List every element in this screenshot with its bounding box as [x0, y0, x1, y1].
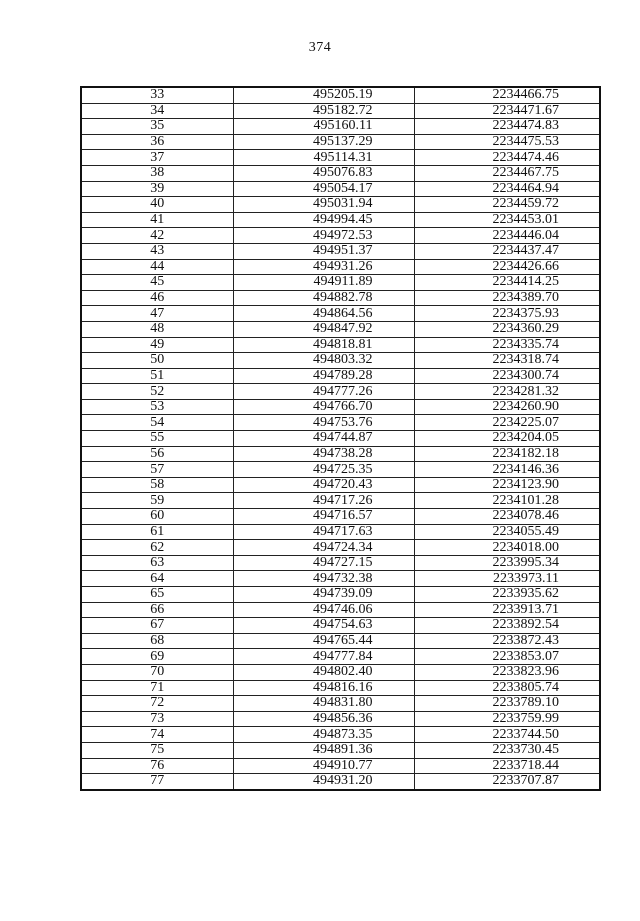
point-number-cell: 67: [81, 618, 233, 634]
point-number-cell: 59: [81, 493, 233, 509]
point-number-cell: 65: [81, 587, 233, 603]
table-row: [81, 727, 600, 743]
point-number-cell: 42: [81, 228, 233, 244]
y-coordinate-cell: 2234318.74: [414, 353, 600, 369]
point-number-cell: 44: [81, 259, 233, 275]
table-row: [81, 602, 600, 618]
table-row: [81, 399, 600, 415]
x-coordinate-cell: 494972.53: [233, 228, 414, 244]
x-coordinate-cell: 494856.36: [233, 711, 414, 727]
x-coordinate-cell: 494789.28: [233, 368, 414, 384]
y-coordinate-cell: 2234360.29: [414, 321, 600, 337]
y-coordinate-cell: 2234389.70: [414, 290, 600, 306]
y-coordinate-cell: 2234300.74: [414, 368, 600, 384]
x-coordinate-cell: 494802.40: [233, 664, 414, 680]
x-coordinate-cell: 494738.28: [233, 446, 414, 462]
point-number-cell: 47: [81, 306, 233, 322]
x-coordinate-cell: 494725.35: [233, 462, 414, 478]
point-number-cell: 45: [81, 275, 233, 291]
x-coordinate-cell: 495031.94: [233, 197, 414, 213]
x-coordinate-cell: 494911.89: [233, 275, 414, 291]
coordinates-table-body: [81, 87, 600, 790]
point-number-cell: 54: [81, 415, 233, 431]
table-row: [81, 165, 600, 181]
point-number-cell: 34: [81, 103, 233, 119]
point-number-cell: 41: [81, 212, 233, 228]
point-number-cell: 55: [81, 431, 233, 447]
x-coordinate-cell: 494951.37: [233, 243, 414, 259]
table-row: [81, 633, 600, 649]
point-number-cell: 66: [81, 602, 233, 618]
y-coordinate-cell: 2234474.46: [414, 150, 600, 166]
y-coordinate-cell: 2234446.04: [414, 228, 600, 244]
y-coordinate-cell: 2234204.05: [414, 431, 600, 447]
x-coordinate-cell: 494717.26: [233, 493, 414, 509]
x-coordinate-cell: 495137.29: [233, 134, 414, 150]
point-number-cell: 76: [81, 758, 233, 774]
y-coordinate-cell: 2234335.74: [414, 337, 600, 353]
x-coordinate-cell: 495114.31: [233, 150, 414, 166]
x-coordinate-cell: 494931.26: [233, 259, 414, 275]
table-row: [81, 353, 600, 369]
y-coordinate-cell: 2233718.44: [414, 758, 600, 774]
point-number-cell: 35: [81, 119, 233, 135]
x-coordinate-cell: 494744.87: [233, 431, 414, 447]
point-number-cell: 61: [81, 524, 233, 540]
point-number-cell: 48: [81, 321, 233, 337]
x-coordinate-cell: 495205.19: [233, 87, 414, 103]
y-coordinate-cell: 2234281.32: [414, 384, 600, 400]
x-coordinate-cell: 495054.17: [233, 181, 414, 197]
point-number-cell: 38: [81, 165, 233, 181]
y-coordinate-cell: 2233913.71: [414, 602, 600, 618]
table-row: [81, 181, 600, 197]
table-row: [81, 290, 600, 306]
table-row: [81, 337, 600, 353]
table-row: [81, 477, 600, 493]
table-row: [81, 134, 600, 150]
x-coordinate-cell: 494891.36: [233, 742, 414, 758]
table-row: [81, 618, 600, 634]
table-row: [81, 431, 600, 447]
y-coordinate-cell: 2234123.90: [414, 477, 600, 493]
point-number-cell: 40: [81, 197, 233, 213]
y-coordinate-cell: 2233789.10: [414, 696, 600, 712]
table-row: [81, 680, 600, 696]
table-row: [81, 509, 600, 525]
table-row: [81, 150, 600, 166]
y-coordinate-cell: 2234467.75: [414, 165, 600, 181]
x-coordinate-cell: 494994.45: [233, 212, 414, 228]
point-number-cell: 57: [81, 462, 233, 478]
x-coordinate-cell: 495182.72: [233, 103, 414, 119]
y-coordinate-cell: 2233805.74: [414, 680, 600, 696]
table-row: [81, 197, 600, 213]
y-coordinate-cell: 2234260.90: [414, 399, 600, 415]
table-row: [81, 571, 600, 587]
table-row: [81, 87, 600, 103]
x-coordinate-cell: 494716.57: [233, 509, 414, 525]
point-number-cell: 51: [81, 368, 233, 384]
point-number-cell: 62: [81, 540, 233, 556]
point-number-cell: 39: [81, 181, 233, 197]
table-row: [81, 462, 600, 478]
table-row: [81, 212, 600, 228]
x-coordinate-cell: 494727.15: [233, 555, 414, 571]
y-coordinate-cell: 2234437.47: [414, 243, 600, 259]
point-number-cell: 36: [81, 134, 233, 150]
x-coordinate-cell: 494739.09: [233, 587, 414, 603]
y-coordinate-cell: 2234225.07: [414, 415, 600, 431]
table-row: [81, 524, 600, 540]
y-coordinate-cell: 2233935.62: [414, 587, 600, 603]
x-coordinate-cell: 494864.56: [233, 306, 414, 322]
x-coordinate-cell: 494847.92: [233, 321, 414, 337]
table-row: [81, 228, 600, 244]
y-coordinate-cell: 2234182.18: [414, 446, 600, 462]
point-number-cell: 77: [81, 774, 233, 790]
y-coordinate-cell: 2233707.87: [414, 774, 600, 790]
table-row: [81, 758, 600, 774]
x-coordinate-cell: 494732.38: [233, 571, 414, 587]
point-number-cell: 33: [81, 87, 233, 103]
table-row: [81, 415, 600, 431]
table-row: [81, 119, 600, 135]
point-number-cell: 56: [81, 446, 233, 462]
y-coordinate-cell: 2233995.34: [414, 555, 600, 571]
table-row: [81, 275, 600, 291]
point-number-cell: 43: [81, 243, 233, 259]
page-number: 374: [308, 40, 332, 55]
x-coordinate-cell: 494777.84: [233, 649, 414, 665]
x-coordinate-cell: 494754.63: [233, 618, 414, 634]
x-coordinate-cell: 494803.32: [233, 353, 414, 369]
table-row: [81, 664, 600, 680]
x-coordinate-cell: 494753.76: [233, 415, 414, 431]
y-coordinate-cell: 2234375.93: [414, 306, 600, 322]
y-coordinate-cell: 2233823.96: [414, 664, 600, 680]
y-coordinate-cell: 2233853.07: [414, 649, 600, 665]
point-number-cell: 63: [81, 555, 233, 571]
table-row: [81, 446, 600, 462]
point-number-cell: 75: [81, 742, 233, 758]
y-coordinate-cell: 2233744.50: [414, 727, 600, 743]
x-coordinate-cell: 494831.80: [233, 696, 414, 712]
table-row: [81, 696, 600, 712]
table-row: [81, 711, 600, 727]
table-row: [81, 368, 600, 384]
table-row: [81, 774, 600, 790]
x-coordinate-cell: 494873.35: [233, 727, 414, 743]
point-number-cell: 52: [81, 384, 233, 400]
y-coordinate-cell: 2234018.00: [414, 540, 600, 556]
x-coordinate-cell: 494746.06: [233, 602, 414, 618]
point-number-cell: 58: [81, 477, 233, 493]
x-coordinate-cell: 494765.44: [233, 633, 414, 649]
point-number-cell: 49: [81, 337, 233, 353]
x-coordinate-cell: 494816.16: [233, 680, 414, 696]
point-number-cell: 68: [81, 633, 233, 649]
table-row: [81, 649, 600, 665]
y-coordinate-cell: 2234078.46: [414, 509, 600, 525]
x-coordinate-cell: 494724.34: [233, 540, 414, 556]
x-coordinate-cell: 494931.20: [233, 774, 414, 790]
y-coordinate-cell: 2234453.01: [414, 212, 600, 228]
point-number-cell: 73: [81, 711, 233, 727]
y-coordinate-cell: 2234414.25: [414, 275, 600, 291]
y-coordinate-cell: 2233892.54: [414, 618, 600, 634]
x-coordinate-cell: 495076.83: [233, 165, 414, 181]
point-number-cell: 69: [81, 649, 233, 665]
table-row: [81, 493, 600, 509]
table-row: [81, 555, 600, 571]
x-coordinate-cell: 494777.26: [233, 384, 414, 400]
x-coordinate-cell: 494882.78: [233, 290, 414, 306]
y-coordinate-cell: 2234464.94: [414, 181, 600, 197]
y-coordinate-cell: 2234146.36: [414, 462, 600, 478]
y-coordinate-cell: 2234471.67: [414, 103, 600, 119]
y-coordinate-cell: 2233872.43: [414, 633, 600, 649]
table-row: [81, 306, 600, 322]
y-coordinate-cell: 2234466.75: [414, 87, 600, 103]
table-row: [81, 321, 600, 337]
x-coordinate-cell: 494766.70: [233, 399, 414, 415]
table-row: [81, 259, 600, 275]
y-coordinate-cell: 2233759.99: [414, 711, 600, 727]
y-coordinate-cell: 2234055.49: [414, 524, 600, 540]
x-coordinate-cell: 494720.43: [233, 477, 414, 493]
point-number-cell: 46: [81, 290, 233, 306]
table-row: [81, 540, 600, 556]
y-coordinate-cell: 2234101.28: [414, 493, 600, 509]
y-coordinate-cell: 2234474.83: [414, 119, 600, 135]
y-coordinate-cell: 2233730.45: [414, 742, 600, 758]
y-coordinate-cell: 2234459.72: [414, 197, 600, 213]
y-coordinate-cell: 2234426.66: [414, 259, 600, 275]
point-number-cell: 72: [81, 696, 233, 712]
point-number-cell: 64: [81, 571, 233, 587]
table-row: [81, 587, 600, 603]
y-coordinate-cell: 2233973.11: [414, 571, 600, 587]
point-number-cell: 70: [81, 664, 233, 680]
point-number-cell: 60: [81, 509, 233, 525]
table-row: [81, 243, 600, 259]
point-number-cell: 53: [81, 399, 233, 415]
table-row: [81, 384, 600, 400]
x-coordinate-cell: 494818.81: [233, 337, 414, 353]
point-number-cell: 71: [81, 680, 233, 696]
x-coordinate-cell: 494717.63: [233, 524, 414, 540]
coordinates-table: [80, 86, 601, 791]
y-coordinate-cell: 2234475.53: [414, 134, 600, 150]
point-number-cell: 50: [81, 353, 233, 369]
x-coordinate-cell: 494910.77: [233, 758, 414, 774]
point-number-cell: 37: [81, 150, 233, 166]
x-coordinate-cell: 495160.11: [233, 119, 414, 135]
point-number-cell: 74: [81, 727, 233, 743]
table-row: [81, 103, 600, 119]
table-row: [81, 742, 600, 758]
